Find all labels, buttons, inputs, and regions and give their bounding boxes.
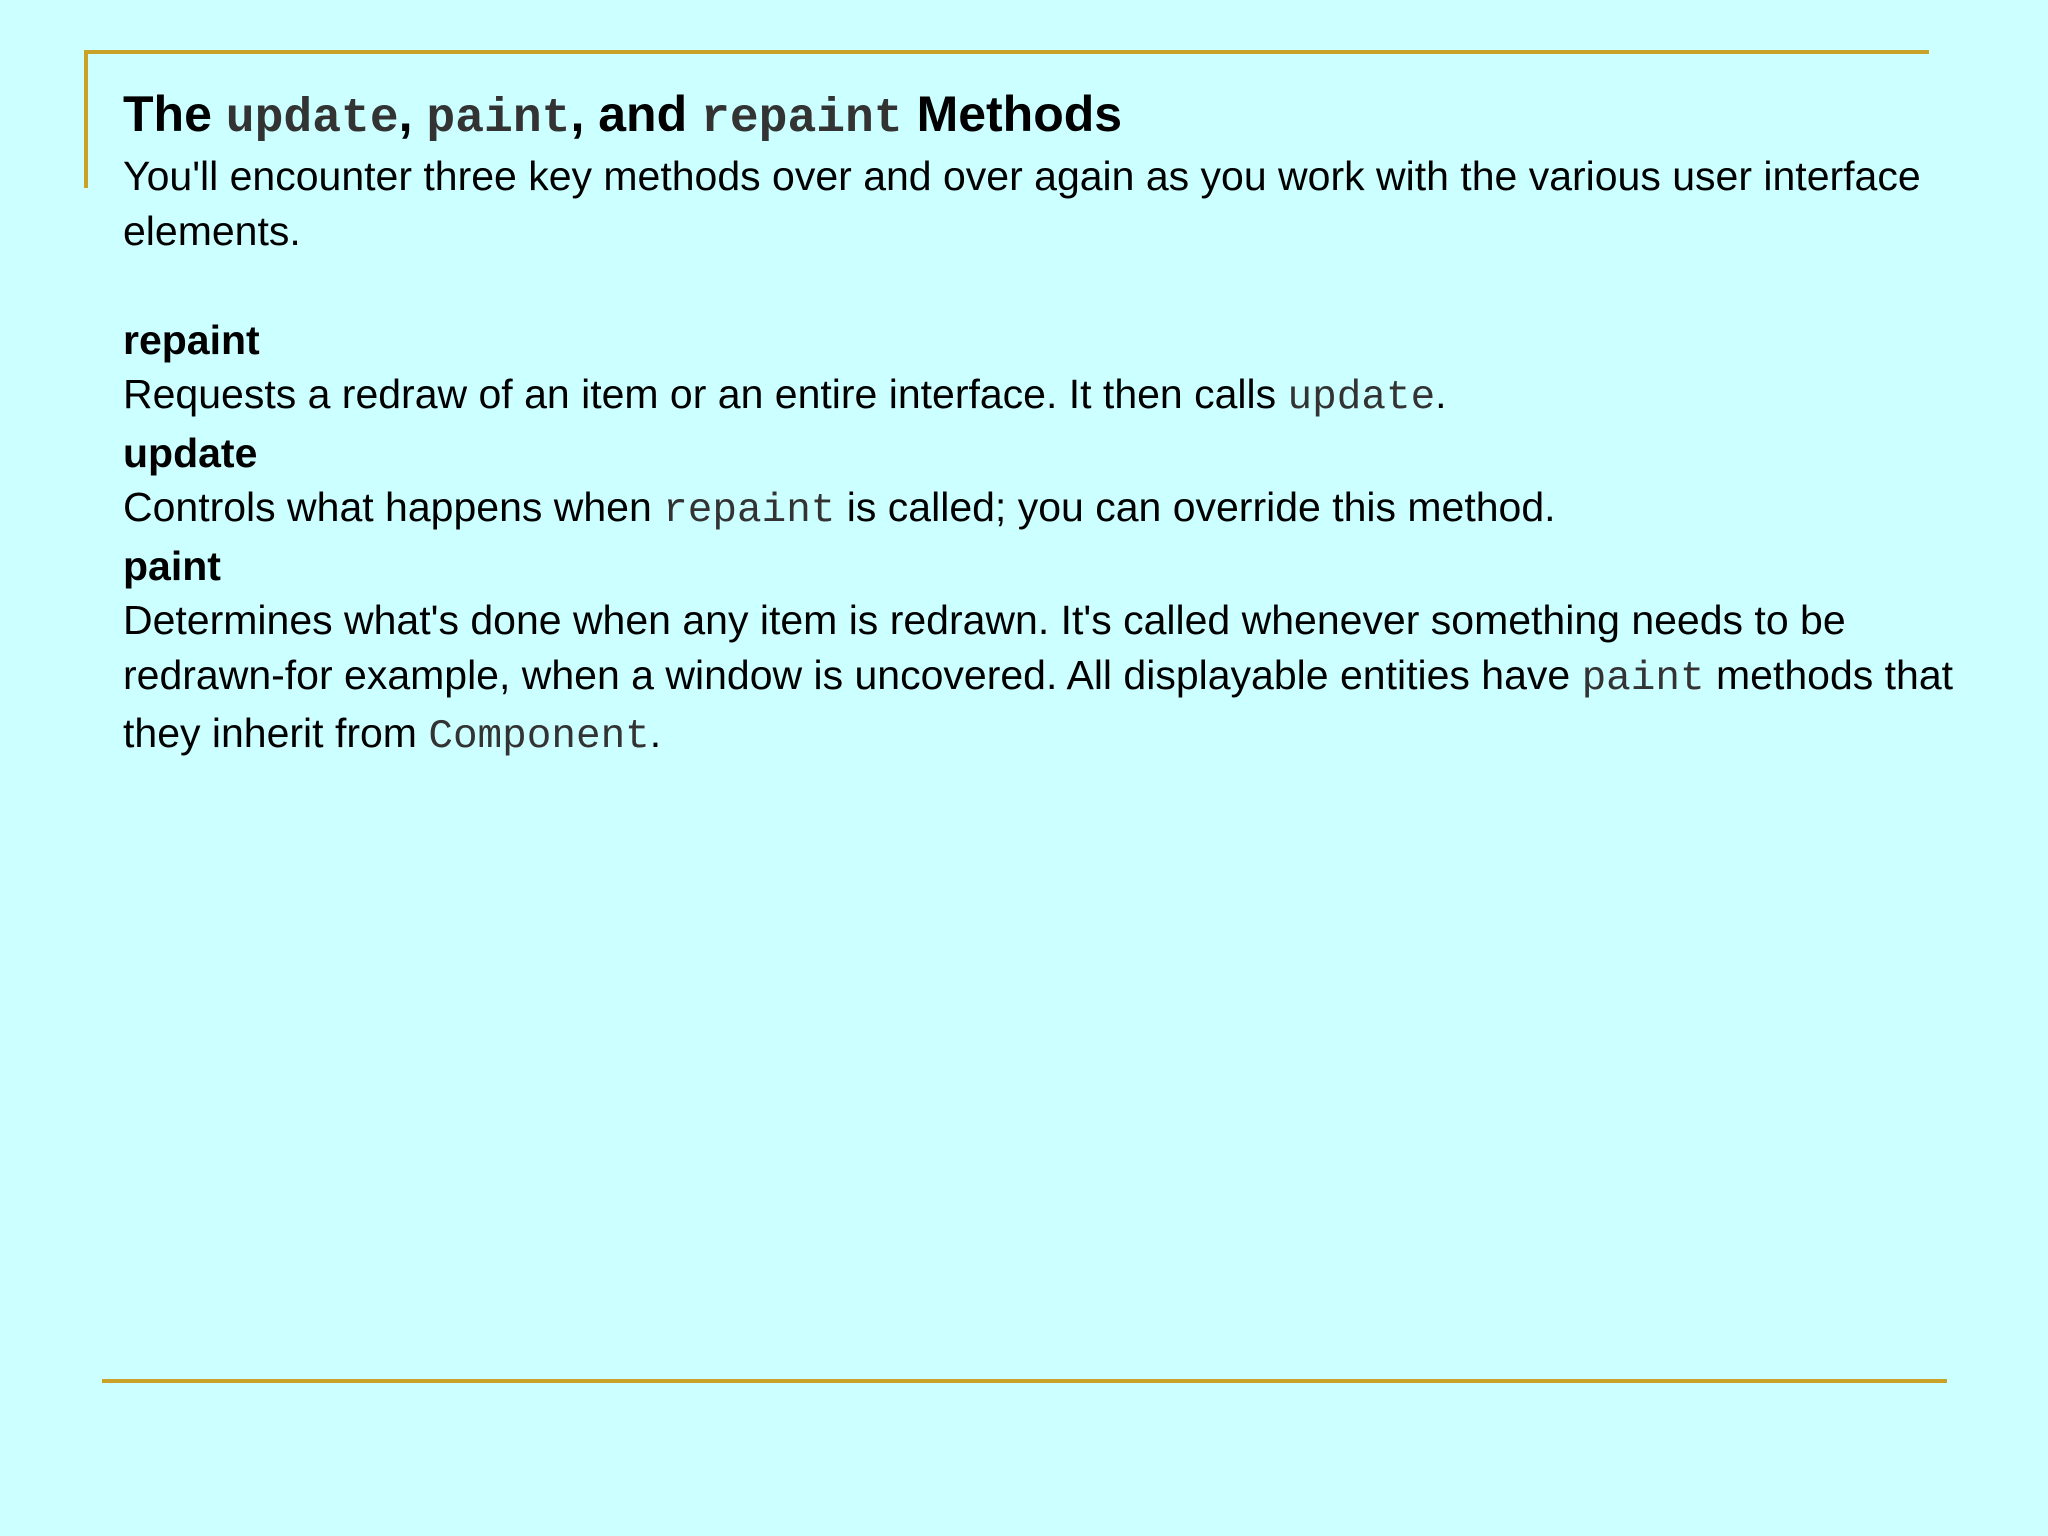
desc-text-end: . [649,710,662,756]
desc-code-update: update [1287,375,1436,421]
title-code-repaint: repaint [701,92,903,146]
bottom-rule [102,1379,1947,1383]
title-sep-1: , [398,86,427,142]
title-code-paint: paint [426,92,571,146]
left-rule [84,50,88,188]
title-sep-2: , and [570,86,702,142]
slide-content [123,84,1983,765]
desc-text-end: is called; you can override this method. [835,484,1556,530]
desc-text: Requests a redraw of an item or an entire interface. It then calls [123,371,1288,417]
desc-code-paint: paint [1581,655,1705,702]
desc-code-component: Component [428,714,650,760]
top-rule [84,50,1929,54]
intro-paragraph: You'll encounter three key methods over and over again as you work with the various user interface elements. [123,153,1921,254]
term-paint-description [123,593,1983,765]
desc-code-repaint: repaint [663,488,836,534]
slide-title [123,84,1983,149]
desc-text-end: . [1435,371,1447,417]
term-repaint-description [123,367,1983,426]
term-update: update [123,429,258,476]
term-repaint: repaint [123,316,260,363]
desc-text: Controls what happens when [123,484,664,530]
term-paint: paint [123,542,221,589]
spacer [123,258,1983,313]
title-suffix: Methods [902,86,1123,142]
term-update-description [123,480,1983,539]
title-prefix: The [123,86,226,142]
desc-text: Determines what's done when any item is redrawn. It's called whenever something needs to be redrawn-for example, when a window is uncovered. All displayable entities have [123,597,1846,698]
title-code-update: update [225,92,399,146]
desc-text-middle: methods that they inherit from [123,651,1954,756]
